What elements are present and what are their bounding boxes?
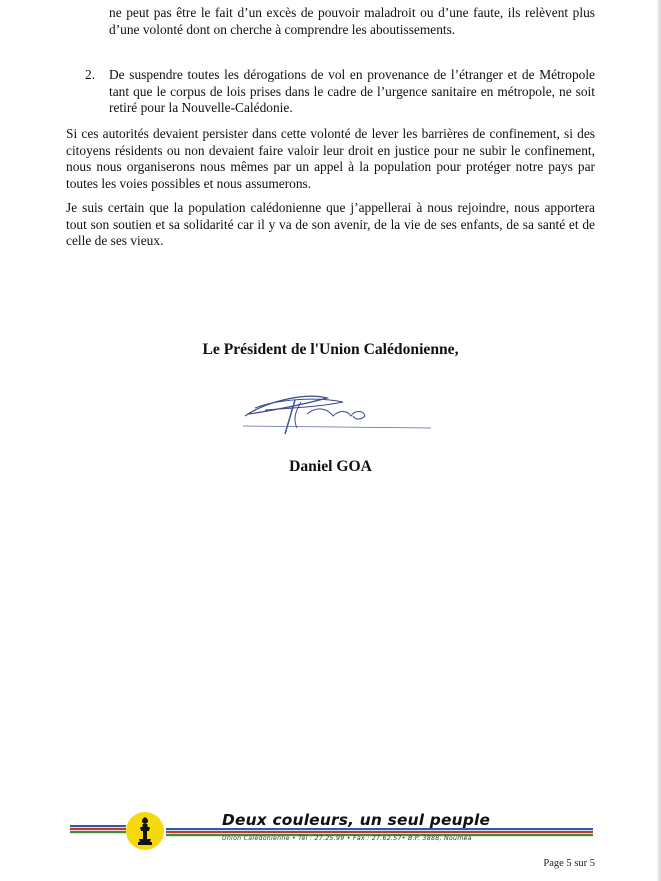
paragraph-solidarity: Je suis certain que la population calédonienne que j’appellerai à nous rejoindre, nous apportera tout son soutien et sa solidarité car il y va de son avenir, de la vie de ses enfants, de sa santé et de celle de ses vieux. bbox=[66, 200, 595, 249]
footer-slogan: Deux couleurs, un seul peuple bbox=[222, 811, 491, 829]
signatory-name: Daniel GOA bbox=[289, 458, 372, 475]
list-item-text: De suspendre toutes les dérogations de vol en provenance de l’étranger et de Métropole tant que le corpus de lois prises dans le cadre de l’urgence sanitaire en métropole, ne soit retiré pour la Nouvelle-Calédonie. bbox=[109, 67, 595, 116]
handwritten-signature bbox=[235, 380, 435, 440]
paragraph-continuation: ne peut pas être le fait d’un excès de pouvoir maladroit ou d’une faute, ils relèvent plus d’une volonté dont on cherche à comprendre les aboutissements. bbox=[109, 5, 595, 37]
page-number: Page 5 sur 5 bbox=[543, 858, 595, 869]
paragraph-confinement: Si ces autorités devaient persister dans cette volonté de lever les barrières de confinement, si des citoyens résidents ou non devaient faire valoir leur droit en justice pour ne subir le confinement, nous nous organiserons nous mêmes par un appel à la population pour protéger notre pays par toutes les voies possibles et nous assumerons. bbox=[66, 126, 595, 191]
page-edge-shadow bbox=[657, 0, 661, 881]
party-logo-icon bbox=[123, 809, 167, 853]
signatory-title: Le Président de l'Union Calédonienne, bbox=[202, 341, 459, 358]
footer-address: Union Calédonienne • Tél : 27.25.99 • Fax : 27.62.57• B.P. 3888, Nouméa bbox=[222, 835, 472, 842]
list-item-number: 2. bbox=[85, 67, 96, 82]
footer-banner bbox=[66, 808, 596, 854]
